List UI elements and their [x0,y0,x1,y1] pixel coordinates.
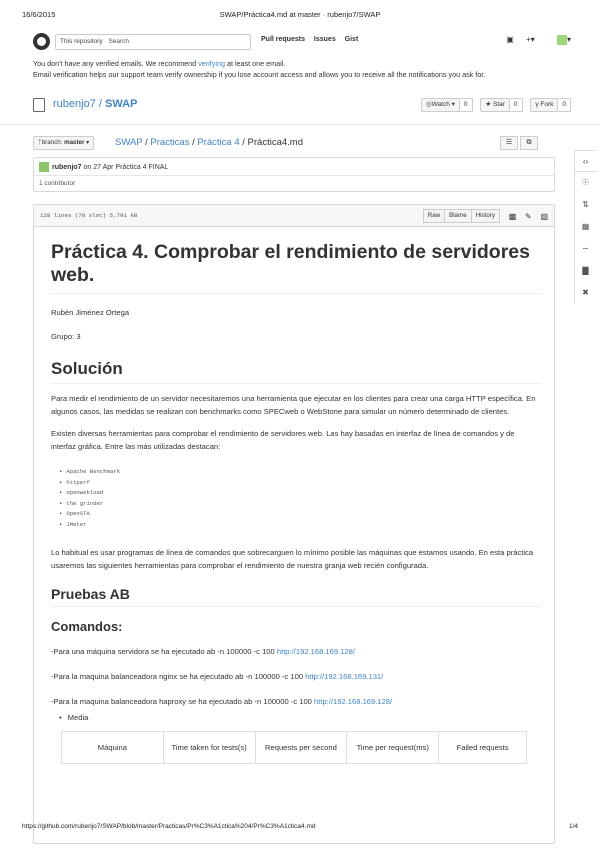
nav-gist[interactable]: Gist [344,36,359,43]
list-item: • Apache Benchmark [59,467,541,478]
watch-button[interactable] [421,98,460,112]
fork-icon: γ [535,101,539,108]
avatar[interactable]: ▾ [547,35,571,44]
commit-tease [33,157,555,192]
table-header-row [62,732,527,764]
graphs-icon[interactable]: ▇ [574,260,596,282]
header-divider [0,124,600,125]
file-nav-actions [498,136,538,150]
repo-owner[interactable]: rubenjo7 [53,98,96,110]
bell-icon[interactable]: ▣ [506,35,514,45]
tools-list [59,467,541,530]
commit-date: on 27 Apr [81,163,116,171]
repo-name[interactable]: SWAP [105,98,138,110]
col-time-per-request: Time per request(ms) [347,732,439,764]
command-2-link[interactable]: http://192.168.169.131/ [305,672,384,681]
github-logo-icon[interactable] [33,33,50,50]
command-3-link[interactable]: http://192.168.169.128/ [314,697,393,706]
wiki-icon[interactable]: ▦ [574,216,596,238]
email-verification-notice [33,58,573,80]
command-2-text: -Para la maquina balanceadora nginx se ha ejecutado ab -n 100000 -c 100 [51,672,306,681]
pulse-icon[interactable]: ∼ [574,238,596,260]
branch-name: master [64,139,85,146]
site-header [33,32,571,52]
top-nav [261,36,365,43]
page-number: 1/4 [568,823,578,830]
results-table [61,731,527,764]
eye-icon: ◎ [425,101,432,108]
paragraph-2: Existen diversas herramientas para comprobar el rendimiento de servidores web. Las hay basadas en interfaz de línea de comandos y de interfaz gráfica. Entre las más utilizadas destacan: [51,429,515,451]
doc-title: Práctica 4. Comprobar el rendimiento de servidores web. [51,241,541,294]
fork-count[interactable]: 0 [558,98,571,112]
commit-divider [34,175,554,176]
print-footer [22,823,578,830]
media-list [59,713,541,722]
file-stats: 128 lines (78 sloc) 5.791 kB [40,212,138,219]
list-item: • openwebload [59,488,541,499]
branch-label: branch: [41,139,65,146]
fork-label: Fork [540,101,554,108]
list-icon[interactable]: ☰ [500,136,518,150]
markdown-body [51,241,541,764]
command-1 [51,645,541,658]
list-item: • httperf [59,478,541,489]
search-input[interactable] [55,34,251,50]
group-line: Grupo: 3 [51,332,81,341]
search-placeholder: Search [108,38,130,45]
repo-actions [421,98,571,112]
verifying-link[interactable]: verifying [198,59,225,68]
pencil-icon[interactable]: ✎ [525,211,532,221]
star-button[interactable] [480,98,510,112]
settings-icon[interactable]: ✖ [574,282,596,304]
file-actions [424,209,548,223]
command-3-text: -Para la maquina balanceadora haproxy se ha ejecutado ab -n 100000 -c 100 [51,697,315,706]
watch-count[interactable]: 0 [460,98,473,112]
star-label: Star [492,101,505,108]
repo-icon [33,98,45,112]
desktop-icon[interactable]: ▩ [508,211,517,221]
nav-pull-requests[interactable]: Pull requests [261,36,305,43]
breadcrumb-practica4[interactable]: Práctica 4 [197,137,240,148]
author-line: Rubén Jiménez Ortega [51,308,130,317]
copy-icon[interactable]: ⧉ [520,136,538,150]
star-count[interactable]: 0 [510,98,523,112]
breadcrumb-practicas[interactable]: Practicas [150,137,190,148]
paragraph-1: Para medir el rendimiento de un servidor necesitaremos una herramienta que ejecutar en los clientes para crear una carga HTTP específica. En algunos casos, las medidas se realizan con benchmarks como SPECweb o WebStone para simular un número determinado de clientes. [51,394,536,416]
file-box [33,204,555,844]
list-item: • Media [59,713,541,722]
command-2 [51,670,541,683]
star-icon: ★ [485,101,492,108]
search-scope: This repository [60,38,103,45]
command-1-text: -Para una máquina servidora se ha ejecutado ab -n 100000 -c 100 [51,647,277,656]
raw-button[interactable]: Raw [423,209,445,223]
repo-sidenav [574,150,596,304]
print-header [22,10,578,22]
command-3 [51,695,541,708]
repo-header [33,96,571,118]
list-item: • the grinder [59,499,541,510]
plus-icon[interactable]: +▾ [526,35,535,45]
breadcrumb-swap[interactable]: SWAP [115,137,143,148]
trash-icon[interactable]: ▧ [540,211,548,221]
notice-line2: Email verification helps our support team verify ownership if you lose account access and allows you to receive all the notifications you ask for. [33,70,486,79]
watch-label: Watch ▾ [431,101,455,108]
history-button[interactable]: History [471,209,500,223]
issues-icon[interactable]: ☉ [574,172,596,194]
user-nav [496,35,571,45]
section-pruebas-ab: Pruebas AB [51,586,541,607]
file-header [34,205,554,227]
notice-text-end: at least one email. [224,59,286,68]
list-item: • JMeter [59,520,541,531]
command-1-link[interactable]: http://192.168.169.128/ [276,647,355,656]
col-time-taken: Time taken for tests(s) [163,732,255,764]
last-commit [39,162,168,172]
col-failed-requests: Failed requests [439,732,527,764]
branch-select[interactable]: ᛉbranch: master ▾ [33,136,94,150]
pull-request-icon[interactable]: ⇅ [574,194,596,216]
print-title: SWAP/Práctica4.md at master · rubenjo7/SWAP [219,10,381,19]
section-comandos: Comandos: [51,619,123,634]
breadcrumb: SWAP / Practicas / Práctica 4 / Práctica4.md [115,137,303,148]
breadcrumb-file: Práctica4.md [247,137,303,148]
fork-button[interactable] [530,98,558,112]
notice-text: You don't have any verified emails. We recommend [33,59,199,68]
repo-title: rubenjo7 / SWAP [53,98,138,110]
commit-avatar[interactable] [39,162,49,172]
branch-icon: ᛉ [38,139,42,146]
print-date: 16/6/2015 [22,10,56,19]
col-requests-per-second: Requests per second [255,732,347,764]
paragraph-3: Lo habitual es usar programas de línea de comandos que sobrecarguen lo mínimo posible las máquinas que estamos usando. En esta práctica usaremos las siguientes herramientas para comprobar el rendimiento de nuestra granja web recién configurada. [51,548,534,570]
nav-issues[interactable]: Issues [313,36,336,43]
footer-url: https://github.com/rubenjo7/SWAP/blob/master/Practicas/Pr%C3%A1ctica%204/Pr%C3%A1ctica4.md [22,823,316,830]
file-navigation [33,136,538,152]
commit-message[interactable]: Práctica 4 FINAL [115,163,169,171]
blame-button[interactable]: Blame [444,209,472,223]
code-icon[interactable]: ‹› [574,150,596,172]
commit-author[interactable]: rubenjo7 [52,163,82,171]
list-item: • OpenSTA [59,509,541,520]
contributors[interactable]: 1 contributor [39,180,76,187]
col-maquina: Máquina [62,732,164,764]
section-solucion: Solución [51,359,541,384]
